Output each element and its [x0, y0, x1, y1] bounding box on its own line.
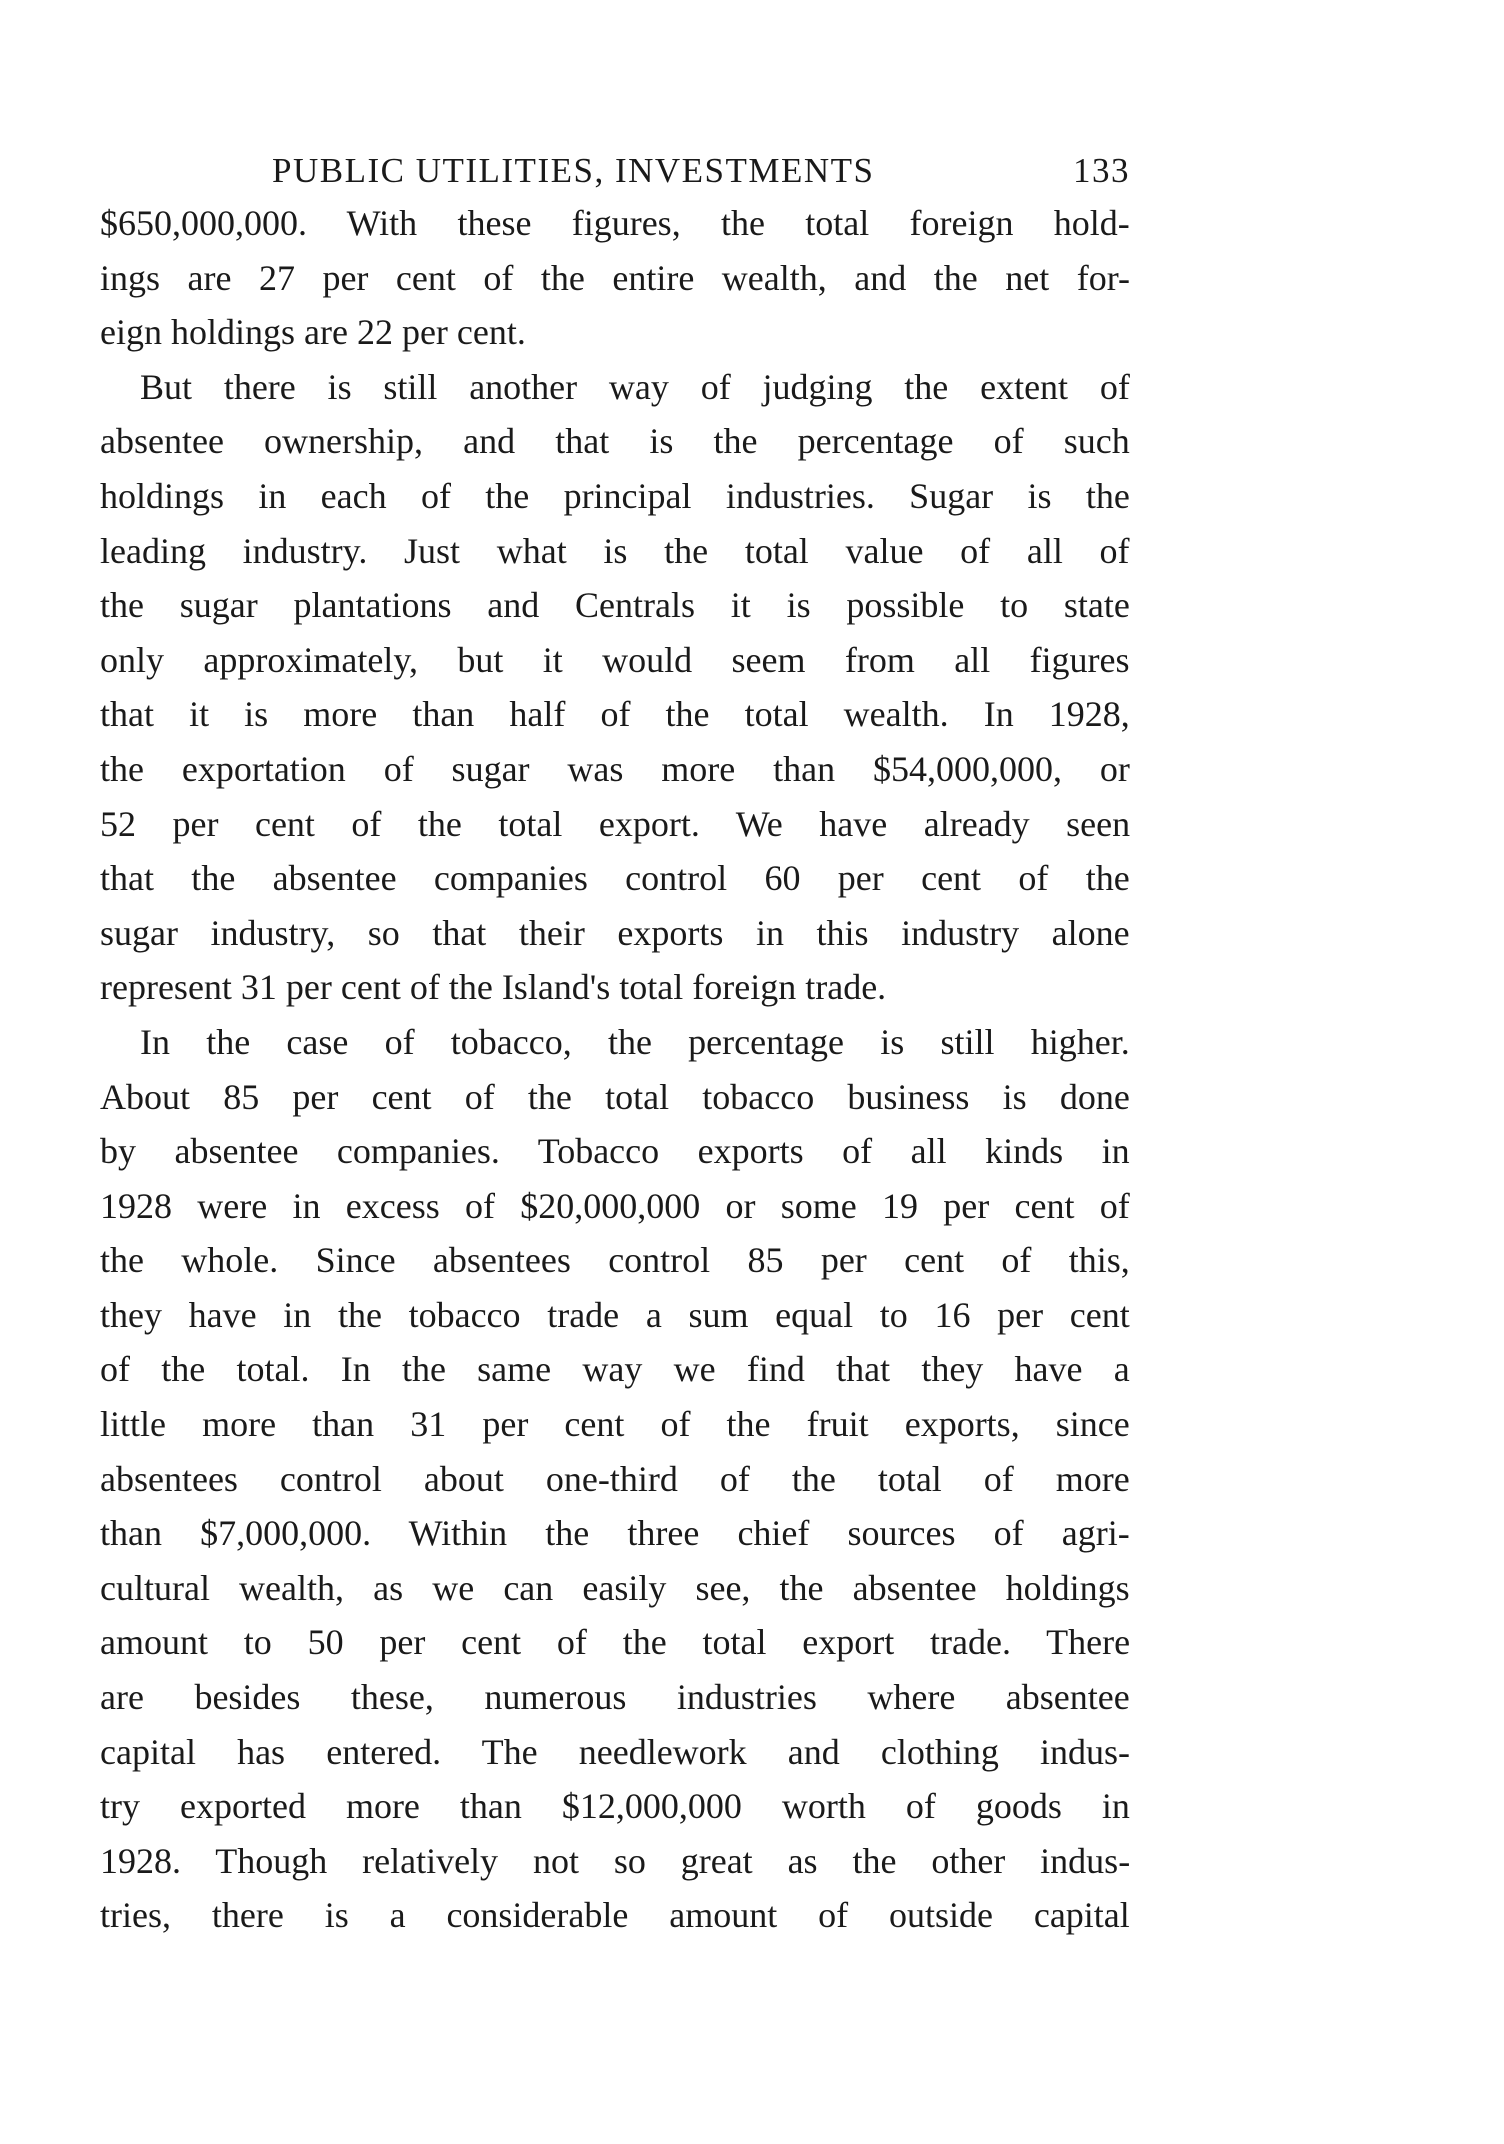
text-line: the sugar plantations and Centrals it is possible to state: [100, 585, 1130, 626]
text-line: are besides these, numerous industries where absentee: [100, 1677, 1130, 1718]
text-line: 52 per cent of the total export. We have already seen: [100, 803, 1131, 844]
text-line: absentee ownership, and that is the percentage of such: [100, 421, 1130, 462]
text-line: by absentee companies. Tobacco exports of all kinds in: [100, 1131, 1130, 1172]
text-line: represent 31 per cent of the Island's total foreign trade.: [100, 967, 887, 1008]
text-line: About 85 per cent of the total tobacco business is done: [100, 1076, 1130, 1117]
page-number: 133: [1073, 151, 1130, 190]
text-line: cultural wealth, as we can easily see, the absentee holdings: [100, 1567, 1130, 1608]
text-line: that it is more than half of the total wealth. In 1928,: [100, 694, 1130, 735]
body-text: [100, 196, 1130, 1943]
text-line: only approximately, but it would seem from all figures: [100, 639, 1130, 680]
text-line: the exportation of sugar was more than $54,000,000, or: [100, 748, 1130, 789]
text-line: capital has entered. The needlework and clothing indus-: [100, 1731, 1131, 1772]
text-line: In the case of tobacco, the percentage is still higher.: [140, 1021, 1130, 1062]
text-line: they have in the tobacco trade a sum equal to 16 per cent: [100, 1294, 1130, 1335]
text-line: absentees control about one-third of the total of more: [100, 1458, 1130, 1499]
running-head-title: PUBLIC UTILITIES, INVESTMENTS: [272, 151, 875, 190]
text-line: the whole. Since absentees control 85 per cent of this,: [100, 1240, 1130, 1281]
running-head: [100, 146, 1130, 196]
text-line: of the total. In the same way we find that they have a: [100, 1349, 1130, 1390]
text-line: that the absentee companies control 60 per cent of the: [100, 858, 1130, 899]
text-line: holdings in each of the principal industries. Sugar is the: [100, 475, 1130, 516]
text-line: 1928 were in excess of $20,000,000 or some 19 per cent of: [100, 1185, 1130, 1226]
text-line: ings are 27 per cent of the entire wealth, and the net for-: [100, 257, 1130, 298]
text-line: than $7,000,000. Within the three chief sources of agri-: [100, 1513, 1130, 1554]
text-line: But there is still another way of judging the extent of: [140, 366, 1130, 407]
text-line: tries, there is a considerable amount of outside capital: [100, 1895, 1130, 1936]
text-line: sugar industry, so that their exports in this industry alone: [100, 912, 1130, 953]
text-line: 1928. Though relatively not so great as the other indus-: [100, 1840, 1131, 1881]
text-line: $650,000,000. With these figures, the total foreign hold-: [100, 203, 1130, 243]
text-line: try exported more than $12,000,000 worth of goods in: [100, 1786, 1130, 1827]
text-line: amount to 50 per cent of the total export trade. There: [100, 1622, 1131, 1663]
text-line: eign holdings are 22 per cent.: [100, 312, 526, 353]
text-line: leading industry. Just what is the total value of all of: [100, 530, 1130, 571]
text-line: little more than 31 per cent of the fruit exports, since: [100, 1404, 1130, 1445]
